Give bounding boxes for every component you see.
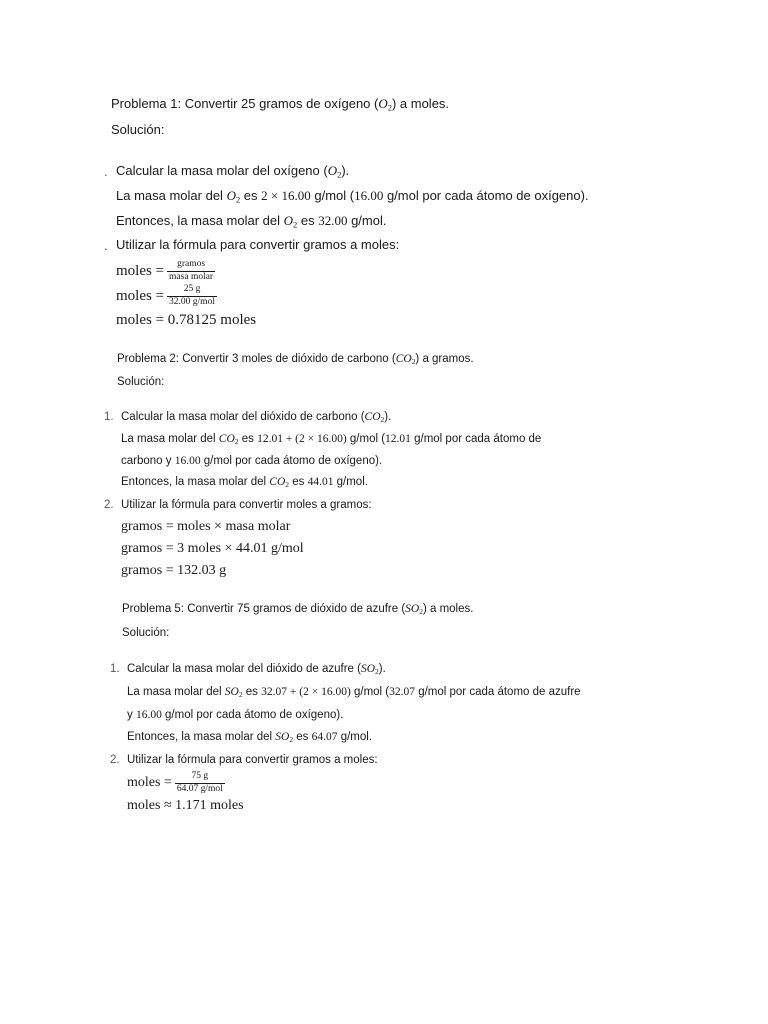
- formula-subscript: 2: [234, 437, 239, 447]
- problem-1-equation-2: [116, 283, 217, 309]
- fraction: [167, 285, 217, 308]
- formula-symbol: O: [378, 96, 388, 111]
- equation-lhs: moles =: [127, 775, 172, 790]
- text: g/mol por cada átomo de: [410, 433, 542, 445]
- problem-2-molar-mass-line-cont: [121, 455, 382, 468]
- formula: [225, 686, 243, 698]
- text: Problema 5: Convertir 75 gramos de dióxido de azufre (: [122, 603, 406, 615]
- formula-subscript: 2: [337, 169, 342, 180]
- formula-subscript: 2: [293, 219, 298, 230]
- text: g/mol por cada átomo de oxígeno).: [383, 188, 589, 203]
- fraction: [167, 260, 215, 283]
- text: Entonces, la masa molar del: [121, 476, 270, 488]
- problem-2-molar-mass-result: [121, 476, 368, 490]
- text: es: [242, 686, 262, 698]
- text: carbono y: [121, 455, 175, 467]
- problem-1-step-1: [116, 164, 349, 180]
- text: es: [293, 731, 312, 743]
- formula-symbol: CO: [269, 476, 286, 488]
- problem-5-step-2: Utilizar la fórmula para convertir gramos a moles:: [127, 754, 378, 766]
- problem-5-molar-mass-result: [127, 731, 372, 745]
- formula-subscript: 2: [235, 194, 241, 205]
- text: g/mol (: [310, 188, 355, 203]
- problem-2-equation-2: gramos = 3 moles × 44.01 g/mol: [121, 541, 304, 556]
- math-value: 32.00: [318, 213, 348, 228]
- math-value: 64.07: [311, 731, 338, 743]
- formula-symbol: SO: [224, 686, 239, 698]
- fraction-denominator: 64.07 g/mol: [176, 783, 223, 794]
- text: ) a moles.: [422, 603, 474, 615]
- formula-symbol: O: [226, 188, 236, 203]
- text: La masa molar del: [127, 686, 225, 698]
- problem-1-step-1-marker: .: [104, 164, 108, 179]
- formula: [219, 433, 239, 445]
- math-expression: 2 × 16.00: [261, 188, 311, 203]
- formula-subscript: 2: [238, 690, 243, 700]
- problem-1-title-end: ) a moles.: [391, 96, 450, 111]
- text: g/mol.: [337, 731, 373, 743]
- problem-5-title: [122, 603, 473, 617]
- problem-1-step-2: Utilizar la fórmula para convertir gramos a moles:: [116, 237, 400, 252]
- formula-symbol: CO: [218, 433, 235, 445]
- formula-subscript: 2: [380, 415, 385, 425]
- problem-2-step-1: [121, 411, 391, 425]
- problem-1-equation-1: [116, 258, 215, 284]
- problem-1-solution-label: Solución:: [111, 122, 165, 137]
- text: Calcular la masa molar del dióxido de azufre (: [127, 663, 361, 675]
- formula: [227, 188, 241, 203]
- text: ) a gramos.: [415, 353, 474, 365]
- formula-symbol: O: [327, 163, 338, 178]
- problem-5-solution-label: Solución:: [122, 627, 170, 639]
- equation-lhs: moles =: [116, 262, 165, 279]
- problem-1-title-text: Problema 1: Convertir 25 gramos de oxígeno (: [111, 96, 379, 111]
- text: g/mol.: [347, 213, 387, 228]
- problem-2-step-2-marker: 2.: [104, 499, 114, 511]
- problem-5-step-1: [127, 663, 386, 677]
- math-value: 16.00: [135, 709, 162, 721]
- formula-subscript: 2: [375, 667, 379, 677]
- fraction-numerator: 75 g: [175, 772, 225, 784]
- text: g/mol (: [350, 686, 390, 698]
- step-text: Calcular la masa molar del oxígeno (: [116, 163, 328, 178]
- problem-2-solution-label: Solución:: [117, 376, 165, 388]
- text: ).: [378, 663, 386, 675]
- text: Entonces, la masa molar del: [116, 213, 284, 228]
- formula-subscript: 2: [285, 480, 290, 490]
- step-formula: [328, 163, 342, 178]
- text: ).: [384, 411, 392, 423]
- problem-5-step-2-marker: 2.: [110, 754, 120, 766]
- formula: [275, 731, 293, 743]
- text: es: [240, 188, 262, 203]
- formula: [361, 663, 379, 675]
- math-value: 32.07: [389, 686, 415, 698]
- problem-1-molar-mass-result: [116, 214, 386, 230]
- text: y: [127, 709, 136, 721]
- fraction-numerator: 25 g: [167, 285, 217, 297]
- problem-1-title: [111, 97, 449, 113]
- text: Problema 2: Convertir 3 moles de dióxido de carbono (: [117, 353, 396, 365]
- math-value: 44.01: [307, 476, 334, 488]
- formula-symbol: SO: [405, 603, 420, 615]
- problem-2-step-1-marker: 1.: [104, 411, 114, 423]
- formula-subscript: 2: [411, 357, 416, 367]
- formula-symbol: SO: [360, 663, 376, 675]
- formula-symbol: CO: [364, 411, 381, 423]
- fraction-denominator: 32.00 g/mol: [169, 296, 215, 307]
- text: La masa molar del: [116, 188, 227, 203]
- text: g/mol por cada átomo de oxígeno).: [161, 709, 344, 721]
- formula-subscript: 2: [419, 607, 423, 617]
- text: g/mol por cada átomo de oxígeno).: [200, 455, 383, 467]
- formula-subscript: 2: [289, 735, 294, 745]
- math-value: 16.00: [354, 188, 384, 203]
- text: es: [297, 213, 319, 228]
- problem-5-equation-1: [127, 770, 225, 796]
- step-text-end: ).: [341, 163, 350, 178]
- text: Calcular la masa molar del dióxido de carbono (: [121, 411, 365, 423]
- fraction-denominator: masa molar: [169, 271, 214, 282]
- fraction-numerator: gramos: [167, 260, 215, 272]
- text: g/mol.: [333, 476, 368, 488]
- text: es: [238, 433, 258, 445]
- problem-5-step-1-marker: 1.: [110, 663, 120, 675]
- problem-1-step-2-marker: .: [104, 238, 108, 253]
- formula-subscript: 2: [387, 102, 392, 113]
- problem-2-title: [117, 353, 474, 367]
- problem-2-equation-1: gramos = moles × masa molar: [121, 519, 291, 534]
- text: La masa molar del: [121, 433, 219, 445]
- math-expression: 12.01 + (2 × 16.00): [257, 433, 347, 445]
- problem-2-molar-mass-line: [121, 433, 541, 447]
- math-expression: 32.07 + (2 × 16.00): [261, 686, 351, 698]
- problem-1-molar-mass-line: [116, 189, 589, 205]
- formula-symbol: SO: [275, 731, 290, 743]
- formula: [396, 353, 416, 365]
- text: g/mol (: [346, 433, 386, 445]
- problem-2-equation-3: gramos = 132.03 g: [121, 563, 227, 578]
- formula: [405, 603, 423, 615]
- formula-symbol: CO: [395, 353, 412, 365]
- problem-5-molar-mass-line-cont: [127, 709, 343, 722]
- math-value: 16.00: [174, 455, 201, 467]
- formula: [284, 213, 298, 228]
- problem-1-equation-3: moles = 0.78125 moles: [116, 312, 257, 328]
- text: g/mol por cada átomo de azufre: [415, 686, 581, 698]
- fraction: [175, 772, 225, 795]
- formula: [269, 476, 289, 488]
- equation-lhs: moles =: [116, 287, 165, 304]
- problem-5-equation-2: moles ≈ 1.171 moles: [127, 798, 244, 813]
- formula: [365, 411, 385, 423]
- math-value: 12.01: [385, 433, 411, 445]
- problem-2-step-2: Utilizar la fórmula para convertir moles a gramos:: [121, 499, 372, 511]
- problem-5-molar-mass-line: [127, 686, 581, 700]
- text: es: [289, 476, 308, 488]
- formula-symbol: O: [283, 213, 294, 228]
- text: Entonces, la masa molar del: [127, 731, 276, 743]
- problem-1-title-formula: [378, 96, 392, 111]
